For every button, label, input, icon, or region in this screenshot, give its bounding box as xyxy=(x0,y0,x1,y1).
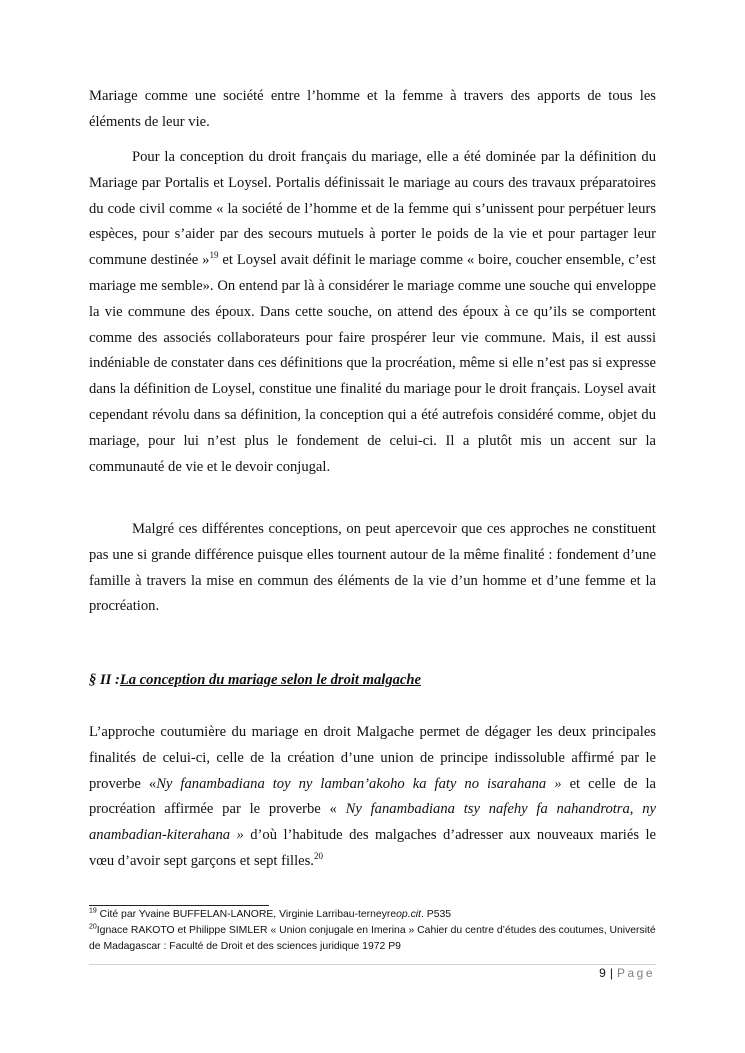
footnote-19-italic: op.cit xyxy=(396,909,421,920)
section-heading xyxy=(89,668,656,694)
paragraph-2-text-b: et Loysel avait définit le mariage comme « boire, coucher ensemble, c’est mariage me semble». On entend par là à considérer le mariage comme une souche qui enveloppe la vie commune des époux. Dans cette souche, on attend des époux à ce qu’ils se comportent comme des associés collaborateurs pour faire prospérer leur vie commune. Mais, il est aussi indéniable de constater dans ces définitions que la procréation, même si elle n’est pas si expresse dans la définition de Loysel, constitue une finalité du mariage pour le droit français. Loysel avait cependant révolu dans sa définition, la conception qui a été autrefois considéré comme, objet du mariage, pour lui n’est plus le fondement de celui-ci. Il a plutôt mis un accent sur la communauté de vie et le devoir conjugal. xyxy=(89,252,656,475)
footnote-20-number: 20 xyxy=(89,923,97,931)
paragraph-1 xyxy=(89,84,656,136)
footnote-ref-20: 20 xyxy=(313,851,323,862)
paragraph-4-text-b: et celle de la procréation affirmée par le proverbe « xyxy=(89,775,656,818)
paragraph-2-text-a: Pour la conception du droit français du mariage, elle a été dominée par la définition du Mariage par Portalis et Loysel. Portalis définissait le mariage au cours des travaux préparatoires du code civil comme « la société de l’homme et de la femme qui s’unissent pour perpétuer leurs espèces, pour s’aider par des secours mutuels à porter le poids de la vie et pour partager leur commune destinée » xyxy=(89,149,656,269)
paragraph-4-text-c: d’où l’habitude des malgaches d’adresser aux nouveaux mariés le vœu d’avoir sept garçons et sept filles. xyxy=(89,827,656,869)
footnote-19-text-b: . P535 xyxy=(420,909,452,920)
footnote-19-number: 19 xyxy=(89,907,97,915)
paragraph-4-text-a: L’approche coutumière du mariage en droit Malgache permet de dégager les deux principales finalités de celui-ci, celle de la création d’une union de principe indissoluble affirmé par le proverbe « xyxy=(89,724,656,792)
footnote-20-text: Ignace RAKOTO et Philippe SIMLER « Union conjugale en Imerina » Cahier du centre d’études des coutumes, Université de Madagascar : Faculté de Droit et des sciences juridique 1972 P9 xyxy=(89,925,656,952)
proverb-2: Ny fanambadiana tsy nafehy fa nahandrotra, ny anambadian-kiterahana » xyxy=(89,801,656,844)
paragraph-1-text: Mariage comme une société entre l’homme et la femme à travers des apports de tous les éléments de leur vie. xyxy=(89,88,656,130)
page-number: 9 xyxy=(599,966,606,980)
footnotes xyxy=(89,907,656,955)
footer-separator-glyph: | xyxy=(609,966,613,980)
paragraph-4 xyxy=(89,720,656,875)
footnote-ref-19: 19 xyxy=(209,250,219,261)
paragraph-3-text: Malgré ces différentes conceptions, on peut apercevoir que ces approches ne constituent pas une si grande différence puisque elles tournent autour de la même finalité : fondement d’une famille à travers la mise en commun des éléments de la vie d’un homme et d’une femme et la procréation. xyxy=(89,521,656,615)
footnote-20 xyxy=(89,923,656,955)
paragraph-2 xyxy=(89,145,656,480)
section-heading-title: La conception du mariage selon le droit malgache xyxy=(119,672,422,688)
proverb-1: Ny fanambadiana toy ny lamban’akoho ka faty no isarahana » xyxy=(156,775,562,792)
paragraph-3 xyxy=(89,517,656,620)
page-footer xyxy=(599,966,655,980)
footer-separator xyxy=(89,964,656,965)
footnote-separator xyxy=(89,905,269,906)
footnote-19-text-a: Cité par Yvaine BUFFELAN-LANORE, Virginie Larribau-terneyre xyxy=(96,909,397,920)
footnote-19 xyxy=(89,907,656,923)
section-heading-prefix: § II : xyxy=(89,672,120,688)
page-label: Page xyxy=(616,966,655,980)
